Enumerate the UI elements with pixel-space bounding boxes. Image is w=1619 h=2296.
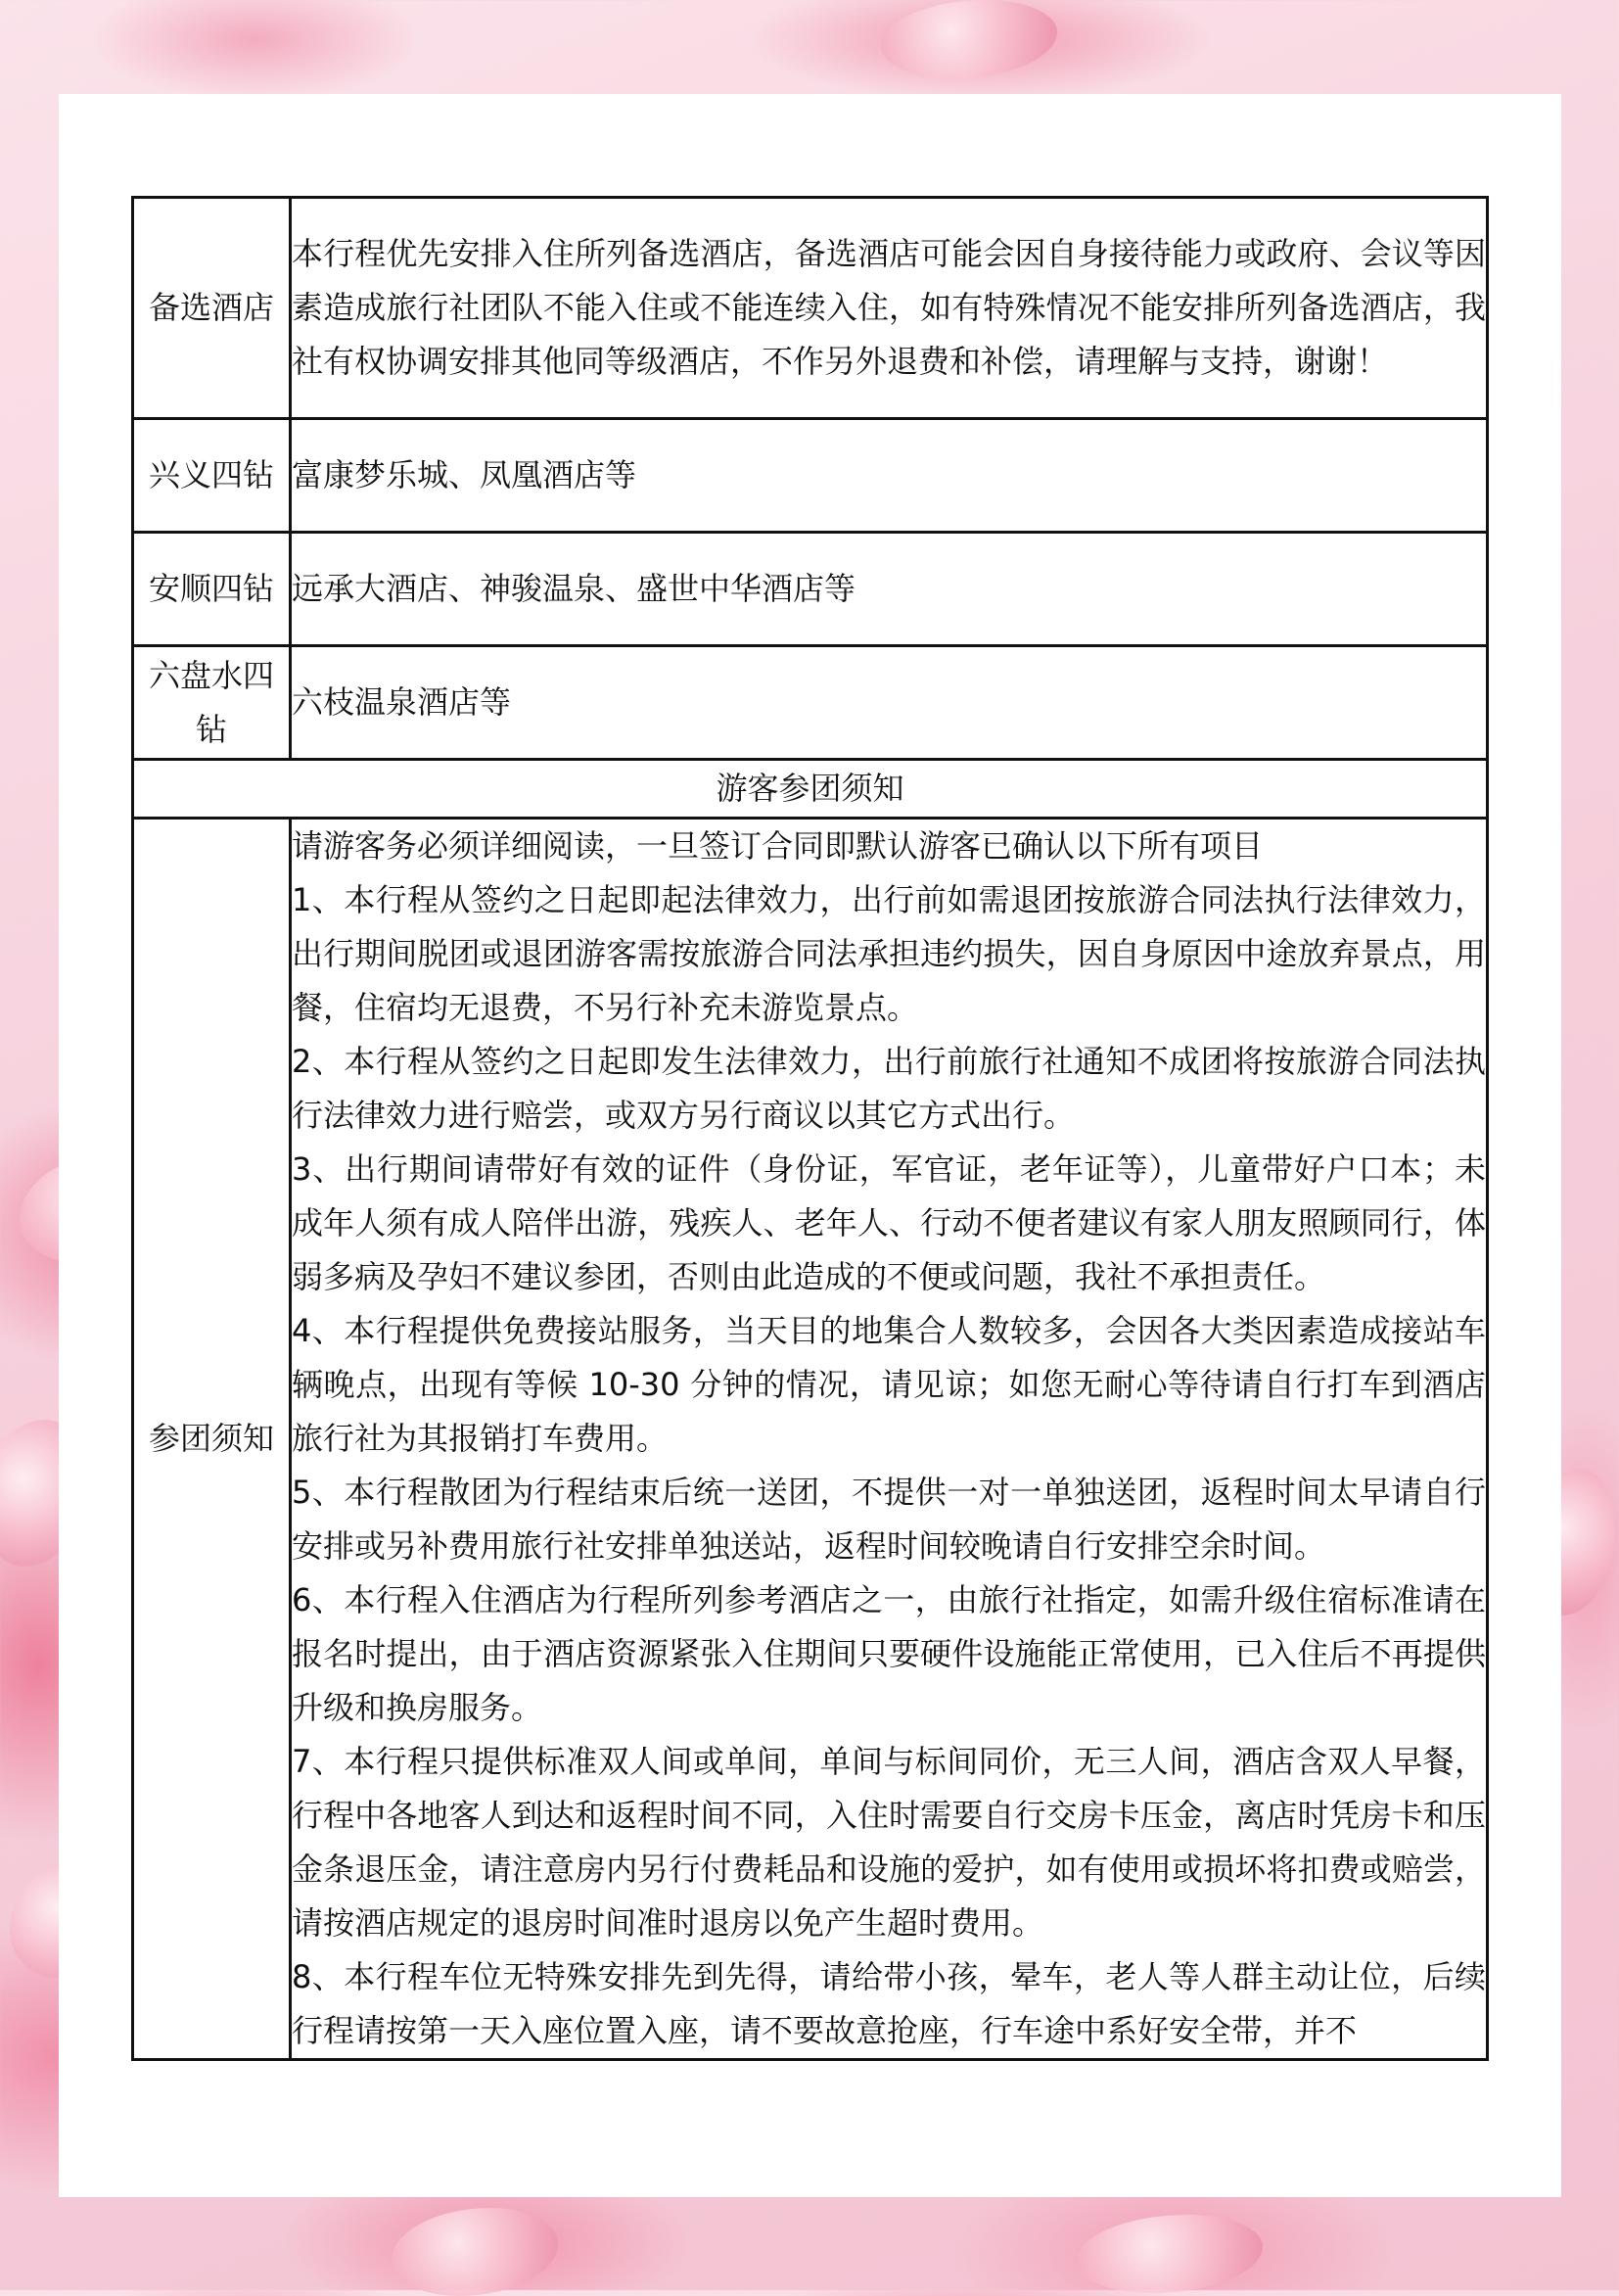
row-label-notice: 参团须知 — [133, 819, 291, 2060]
row-content-liupanshui: 六枝温泉酒店等 — [291, 646, 1488, 760]
table-row — [133, 760, 1488, 819]
notice-content — [291, 819, 1488, 2060]
table-row — [133, 646, 1488, 760]
blossom-decoration — [1077, 2215, 1263, 2293]
notice-paragraph: 3、出行期间请带好有效的证件（身份证，军官证，老年证等），儿童带好户口本；未成年人须有成人陪伴出游，残疾人、老年人、行动不便者建议有家人朋友照顾同行，体弱多病及孕妇不建议参团，否则由此造成的不便或问题，我社不承担责任。 — [292, 1150, 1486, 1295]
notice-paragraph: 8、本行程车位无特殊安排先到先得，请给带小孩，晕车，老人等人群主动让位，后续行程请按第一天入座位置入座，请不要故意抢座，行车途中系好安全带，并不 — [292, 1958, 1486, 2049]
blossom-decoration — [392, 2208, 558, 2296]
row-content-anshun: 远承大酒店、神骏温泉、盛世中华酒店等 — [291, 533, 1488, 646]
notice-paragraph: 1、本行程从签约之日起即起法律效力，出行前如需退团按旅游合同法执行法律效力，出行期间脱团或退团游客需按旅游合同法承担违约损失，因自身原因中途放弃景点，用餐，住宿均无退费，不另行补充未游览景点。 — [292, 881, 1486, 1026]
blossom-decoration — [881, 0, 1057, 78]
section-title: 游客参团须知 — [133, 760, 1488, 819]
notice-paragraph: 2、本行程从签约之日起即发生法律效力，出行前旅行社通知不成团将按旅游合同法执行法律效力进行赔尝，或双方另行商议以其它方式出行。 — [292, 1043, 1486, 1134]
row-label-liupanshui: 六盘水四钻 — [133, 646, 291, 760]
notice-paragraph: 7、本行程只提供标准双人间或单间，单间与标间同价，无三人间，酒店含双人早餐，行程中各地客人到达和返程时间不同，入住时需要自行交房卡压金，离店时凭房卡和压金条退压金，请注意房内另行付费耗品和设施的爱护，如有使用或损坏将扣费或赔尝，请按酒店规定的退房时间准时退房以免产生超时费用。 — [292, 1743, 1486, 1942]
document-page — [59, 94, 1561, 2197]
row-label-xingyi: 兴义四钻 — [133, 419, 291, 533]
notice-paragraph: 5、本行程散团为行程结束后统一送团，不提供一对一单独送团，返程时间太早请自行安排或另补费用旅行社安排单独送站，返程时间较晚请自行安排空余时间。 — [292, 1474, 1486, 1565]
itinerary-table — [131, 196, 1489, 2061]
notice-paragraph: 4、本行程提供免费接站服务，当天目的地集合人数较多，会因各大类因素造成接站车辆晚点，出现有等候 10-30 分钟的情况，请见谅；如您无耐心等待请自行打车到酒店旅行社为其报销打车费用。 — [292, 1312, 1486, 1457]
table-row — [133, 419, 1488, 533]
row-label-hotels: 备选酒店 — [133, 198, 291, 419]
notice-paragraph: 请游客务必须详细阅读，一旦签订合同即默认游客已确认以下所有项目 — [292, 827, 1264, 865]
row-content-hotels: 本行程优先安排入住所列备选酒店，备选酒店可能会因自身接待能力或政府、会议等因素造成旅行社团队不能入住或不能连续入住，如有特殊情况不能安排所列备选酒店，我社有权协调安排其他同等级酒店，不作另外退费和补偿，请理解与支持，谢谢！ — [291, 198, 1488, 419]
table-row — [133, 198, 1488, 419]
table-row — [133, 819, 1488, 2060]
notice-paragraph: 6、本行程入住酒店为行程所列参考酒店之一，由旅行社指定，如需升级住宿标准请在报名时提出，由于酒店资源紧张入住期间只要硬件设施能正常使用，已入住后不再提供升级和换房服务。 — [292, 1581, 1486, 1726]
table-row — [133, 533, 1488, 646]
row-label-anshun: 安顺四钻 — [133, 533, 291, 646]
row-content-xingyi: 富康梦乐城、凤凰酒店等 — [291, 419, 1488, 533]
